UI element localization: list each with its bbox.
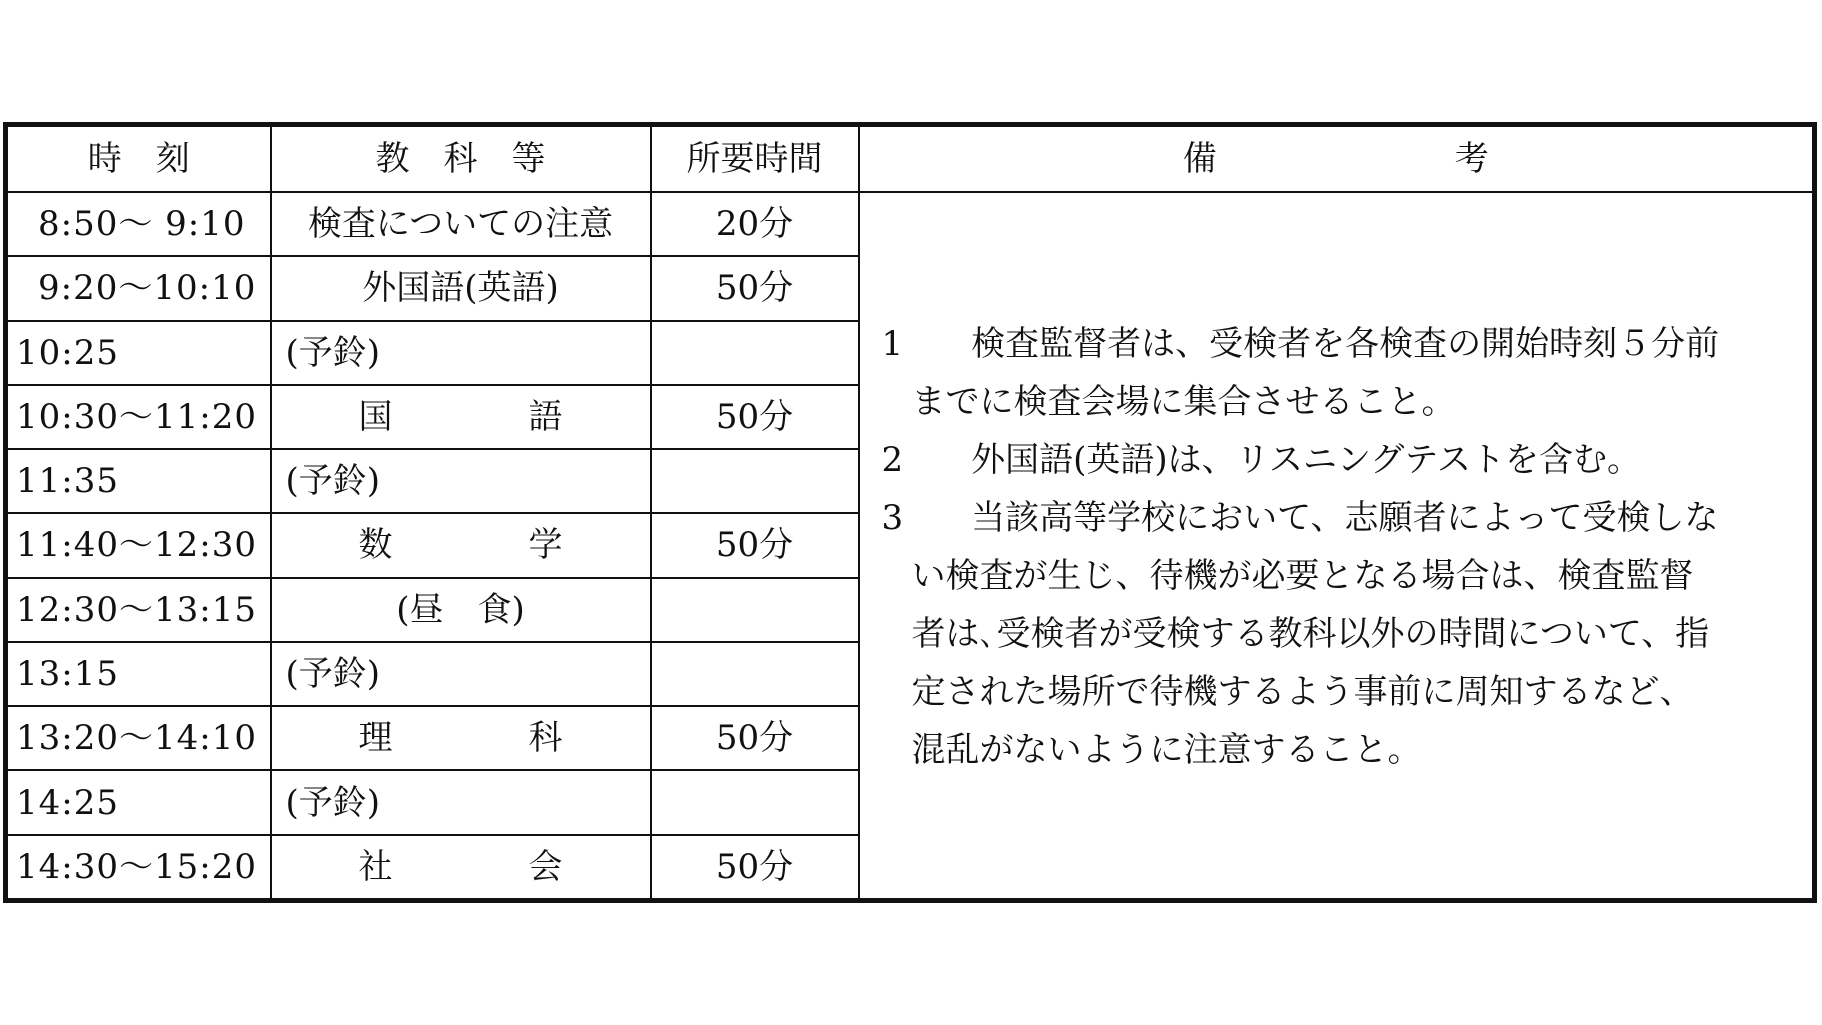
row-duration: 50分 bbox=[651, 256, 859, 320]
row-time: 12:30～13:15 bbox=[6, 578, 271, 642]
note-line: い検査が生じ、待機が必要となる場合は、検査監督 bbox=[911, 556, 1694, 596]
row-subject: (昼 食) bbox=[271, 578, 651, 642]
note-first-line: 検査監督者は、受検者を各検査の開始時刻５分前 bbox=[971, 324, 1720, 364]
row-time: 10:25 bbox=[6, 321, 271, 385]
header-notes: 備 考 bbox=[859, 125, 1815, 193]
row-time: 11:35 bbox=[6, 449, 271, 513]
note-first-line: 当該高等学校において、志願者によって受検しな bbox=[971, 498, 1719, 538]
row-subject: 数 学 bbox=[271, 513, 651, 577]
row-subject: 外国語(英語) bbox=[271, 256, 651, 320]
exam-schedule-table bbox=[3, 122, 1817, 903]
row-duration bbox=[651, 578, 859, 642]
row-subject: (予鈴) bbox=[271, 449, 651, 513]
row-time: 13:15 bbox=[6, 642, 271, 706]
note-item-2 bbox=[882, 431, 1789, 489]
note-item-3 bbox=[882, 489, 1789, 779]
row-subject: (予鈴) bbox=[271, 642, 651, 706]
row-duration: 50分 bbox=[651, 513, 859, 577]
note-first-line: 外国語(英語)は、リスニングテストを含む。 bbox=[971, 440, 1641, 480]
header-time: 時 刻 bbox=[6, 125, 271, 193]
note-number: 3 bbox=[881, 498, 904, 538]
table-row bbox=[6, 192, 1815, 256]
row-duration bbox=[651, 770, 859, 834]
row-duration bbox=[651, 642, 859, 706]
row-time: 11:40～12:30 bbox=[6, 513, 271, 577]
row-time: 10:30～11:20 bbox=[6, 385, 271, 449]
header-duration: 所要時間 bbox=[651, 125, 859, 193]
row-subject: (予鈴) bbox=[271, 321, 651, 385]
row-subject: 理 科 bbox=[271, 706, 651, 770]
note-line: 混乱がないように注意すること。 bbox=[911, 730, 1422, 770]
row-time: 13:20～14:10 bbox=[6, 706, 271, 770]
row-duration: 50分 bbox=[651, 385, 859, 449]
notes-cell bbox=[859, 192, 1815, 901]
header-subject: 教 科 等 bbox=[271, 125, 651, 193]
note-item-1 bbox=[882, 315, 1789, 431]
row-time: 14:25 bbox=[6, 770, 271, 834]
row-duration: 50分 bbox=[651, 706, 859, 770]
row-subject: 検査についての注意 bbox=[271, 192, 651, 256]
row-time: 9:20～10:10 bbox=[6, 256, 271, 320]
row-time: 8:50～ 9:10 bbox=[6, 192, 271, 256]
note-number: 1 bbox=[881, 324, 904, 364]
row-duration: 50分 bbox=[651, 835, 859, 901]
row-duration bbox=[651, 321, 859, 385]
note-line: 定された場所で待機するよう事前に周知するなど、 bbox=[911, 672, 1694, 712]
row-duration: 20分 bbox=[651, 192, 859, 256]
note-number: 2 bbox=[881, 440, 904, 480]
note-line: 者は､受検者が受検する教科以外の時間について、指 bbox=[911, 614, 1710, 654]
row-subject: 国 語 bbox=[271, 385, 651, 449]
note-line: までに検査会場に集合させること。 bbox=[911, 382, 1456, 422]
row-time: 14:30～15:20 bbox=[6, 835, 271, 901]
table-header-row bbox=[6, 125, 1815, 193]
notes-list bbox=[860, 193, 1813, 779]
row-duration bbox=[651, 449, 859, 513]
row-subject: (予鈴) bbox=[271, 770, 651, 834]
row-subject: 社 会 bbox=[271, 835, 651, 901]
